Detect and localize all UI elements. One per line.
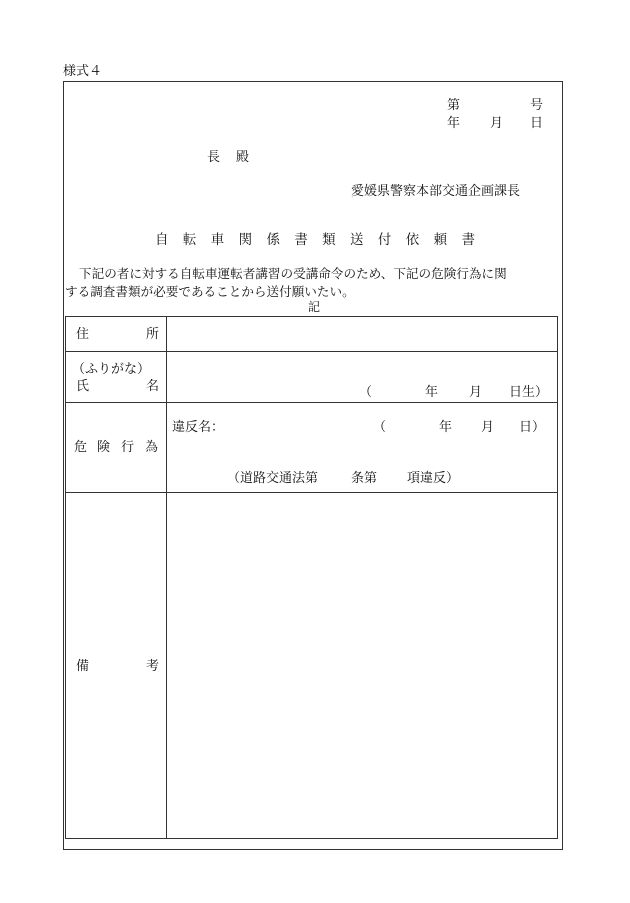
danger-char-2: 険 [97, 440, 111, 455]
danger-char-1: 危 [74, 440, 88, 455]
birth-day: 日生） [509, 385, 549, 400]
violation-label: 違反名： [172, 420, 225, 435]
address-row [66, 317, 558, 352]
gatsu-label: 月 [490, 116, 504, 131]
body-line-2: する調査書類が必要であることから送付願いたい。 [65, 284, 355, 299]
addressee-den: 殿 [236, 150, 250, 165]
address-label-cell [66, 317, 167, 352]
ki-label: 記 [308, 300, 321, 314]
remarks-label-cell [66, 493, 167, 839]
furigana-label: （ふりがな） [72, 362, 151, 377]
addressee-cho: 長 [207, 150, 221, 165]
law-jo: 条第 [351, 471, 378, 486]
law-suffix: 項違反） [407, 471, 460, 486]
title-char: 自 [155, 232, 169, 248]
doc-number-line [447, 99, 543, 112]
dai-label: 第 [447, 98, 461, 113]
remarks-row [66, 493, 558, 839]
name-value-cell[interactable] [167, 352, 558, 403]
title-char: 類 [322, 232, 336, 248]
address-value-cell[interactable] [167, 317, 558, 352]
remarks-value-cell[interactable] [167, 493, 558, 839]
violation-date-day: 日） [519, 420, 546, 435]
name-label-right: 名 [146, 379, 160, 394]
name-label-cell [66, 352, 167, 403]
danger-label-cell [66, 403, 167, 493]
address-label-left: 住 [76, 327, 90, 342]
nen-label: 年 [447, 116, 461, 131]
title-char: 書 [294, 232, 308, 248]
go-label: 号 [529, 98, 543, 113]
birth-open: （ [359, 385, 373, 400]
birth-month: 月 [469, 385, 483, 400]
nichi-label: 日 [530, 116, 544, 131]
violation-date-open: （ [373, 420, 387, 435]
title-char: 頼 [433, 232, 448, 248]
title-char: 書 [461, 232, 475, 248]
birth-year: 年 [425, 385, 439, 400]
danger-char-3: 行 [121, 440, 135, 455]
title-char: 依 [405, 232, 420, 248]
issuer: 愛媛県警察本部交通企画課長 [351, 184, 521, 199]
address-label-right: 所 [146, 327, 160, 342]
danger-char-4: 為 [145, 440, 159, 455]
violation-date-month: 月 [481, 420, 495, 435]
body-line-1: 下記の者に対する自転車運転者講習の受講命令のため、下記の危険行為に関 [79, 266, 507, 281]
remarks-label-left: 備 [76, 659, 90, 674]
title-char: 送 [350, 232, 364, 248]
title-char: 関 [238, 232, 253, 248]
violation-date-year: 年 [439, 420, 453, 435]
form-table [65, 316, 558, 839]
title-char: 転 [182, 232, 197, 248]
name-row [66, 352, 558, 403]
danger-value-cell[interactable] [167, 403, 558, 493]
name-label-left: 氏 [76, 379, 90, 394]
title-char: 係 [266, 232, 280, 248]
remarks-label-right: 考 [146, 659, 160, 674]
form-label: 様式４ [63, 64, 103, 79]
law-prefix: （道路交通法第 [227, 471, 319, 486]
danger-row [66, 403, 558, 493]
document-title [155, 234, 475, 248]
title-char: 車 [210, 232, 225, 248]
title-char: 付 [377, 232, 392, 248]
